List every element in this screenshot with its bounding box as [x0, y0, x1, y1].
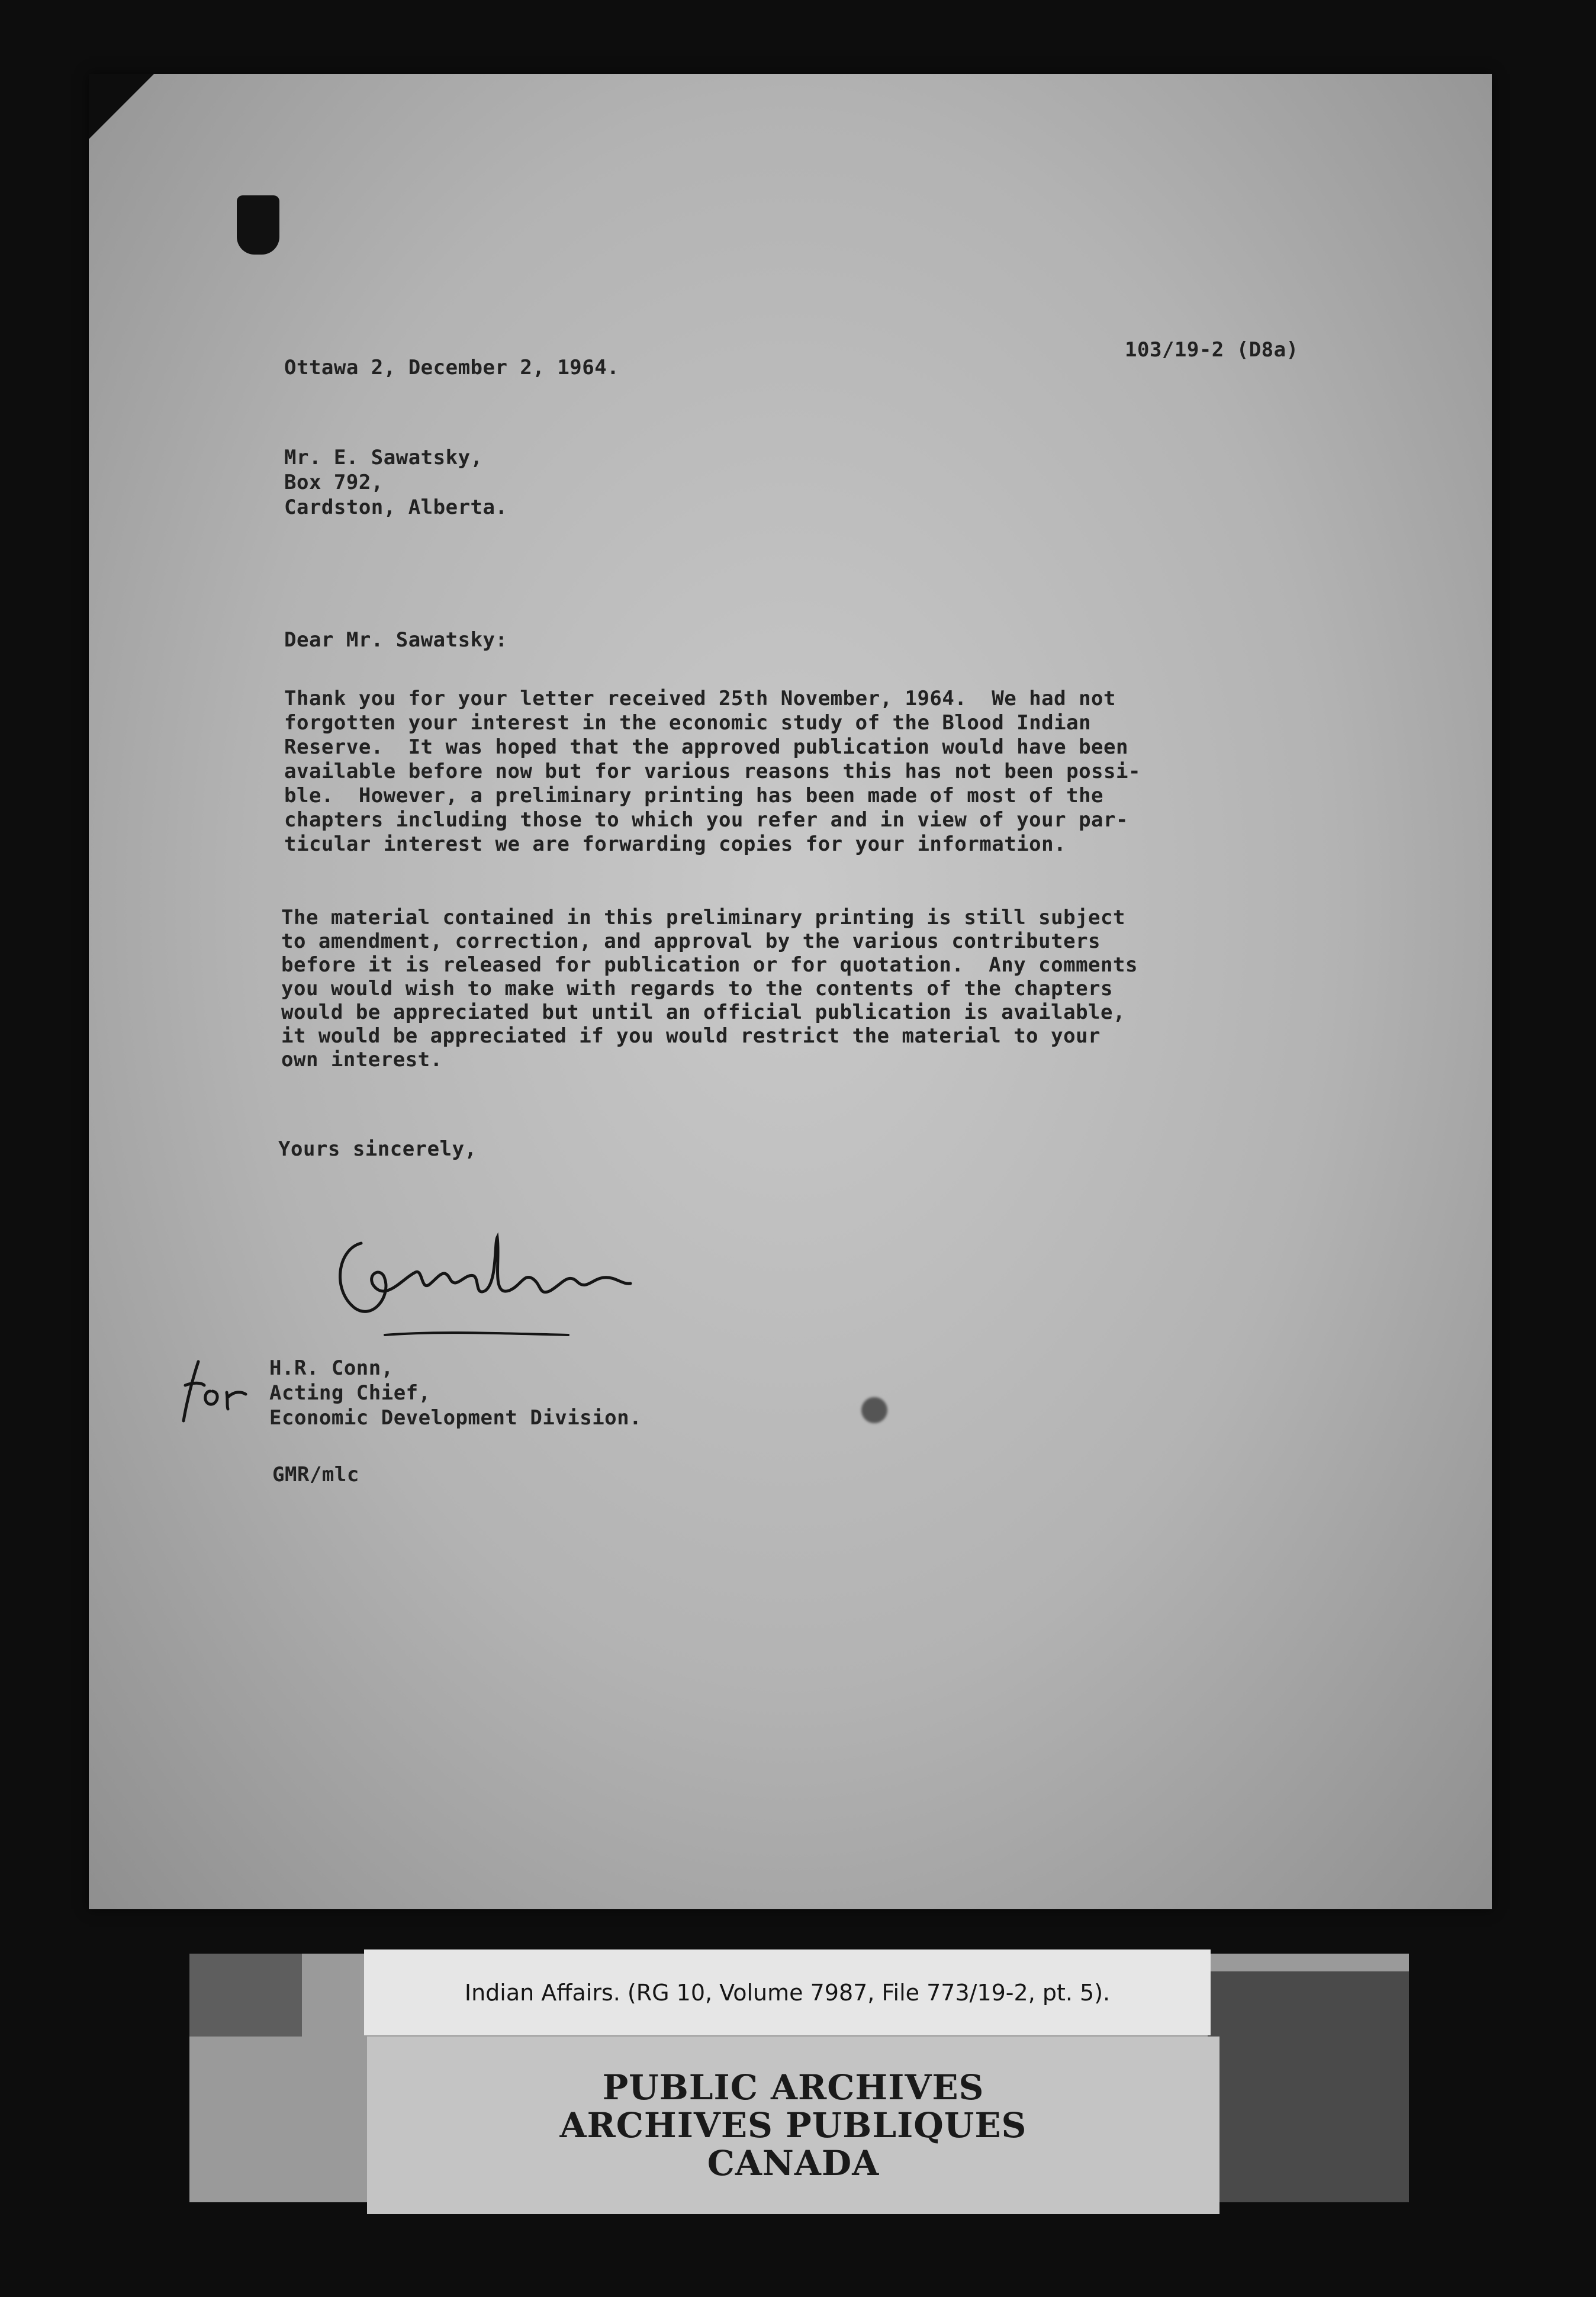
stamp-line-1: PUBLIC ARCHIVES — [602, 2067, 984, 2108]
ink-smudge — [861, 1397, 887, 1423]
body-paragraph-1: Thank you for your letter received 25th November, 1964. We had not forgotten your interest in the economic study of the Blood Indian Reserve. It was hoped that the approved publication would have been available before now but for various reasons this has not been possi- ble. However, a preliminary printing has been made of most of the chapters including those to which you refer and in view of your par- ticular interest we are forwarding copies for your information. — [284, 687, 1141, 856]
typist-initials: GMR/mlc — [272, 1463, 359, 1487]
archive-label-shadow-left — [189, 1954, 302, 2037]
recipient-address: Mr. E. Sawatsky, Box 792, Cardston, Alberta. — [284, 446, 508, 519]
file-reference-label — [364, 1949, 1211, 2035]
body-paragraph-2: The material contained in this preliminary printing is still subject to amendment, correction, and approval by the various contributers before it is released for publication or for quotation. Any comments you would wish to make with regards to the contents of the chapters would be appreciated but until an official publication is available, it would be appreciated if you would restrict the material to your own interest. — [281, 906, 1138, 1072]
stamp-line-2: ARCHIVES PUBLIQUES — [559, 2105, 1027, 2145]
stamp-line-3: CANADA — [707, 2143, 880, 2183]
punch-hole-mark — [237, 195, 279, 255]
file-reference-number: 103/19-2 (D8a) — [1125, 338, 1299, 362]
file-reference-text: Indian Affairs. (RG 10, Volume 7987, File 773/19-2, pt. 5). — [464, 1979, 1111, 2006]
letter-date: Ottawa 2, December 2, 1964. — [284, 356, 620, 379]
signatory-block: H.R. Conn, Acting Chief, Economic Development Division. — [269, 1356, 642, 1430]
archive-label-shadow-right — [1208, 1971, 1409, 2202]
salutation: Dear Mr. Sawatsky: — [284, 628, 508, 652]
closing: Yours sincerely, — [278, 1137, 477, 1161]
handwritten-for-mark — [175, 1350, 263, 1427]
public-archives-stamp — [367, 2037, 1219, 2214]
handwritten-signature — [320, 1208, 639, 1350]
page-corner-fold — [89, 74, 154, 139]
